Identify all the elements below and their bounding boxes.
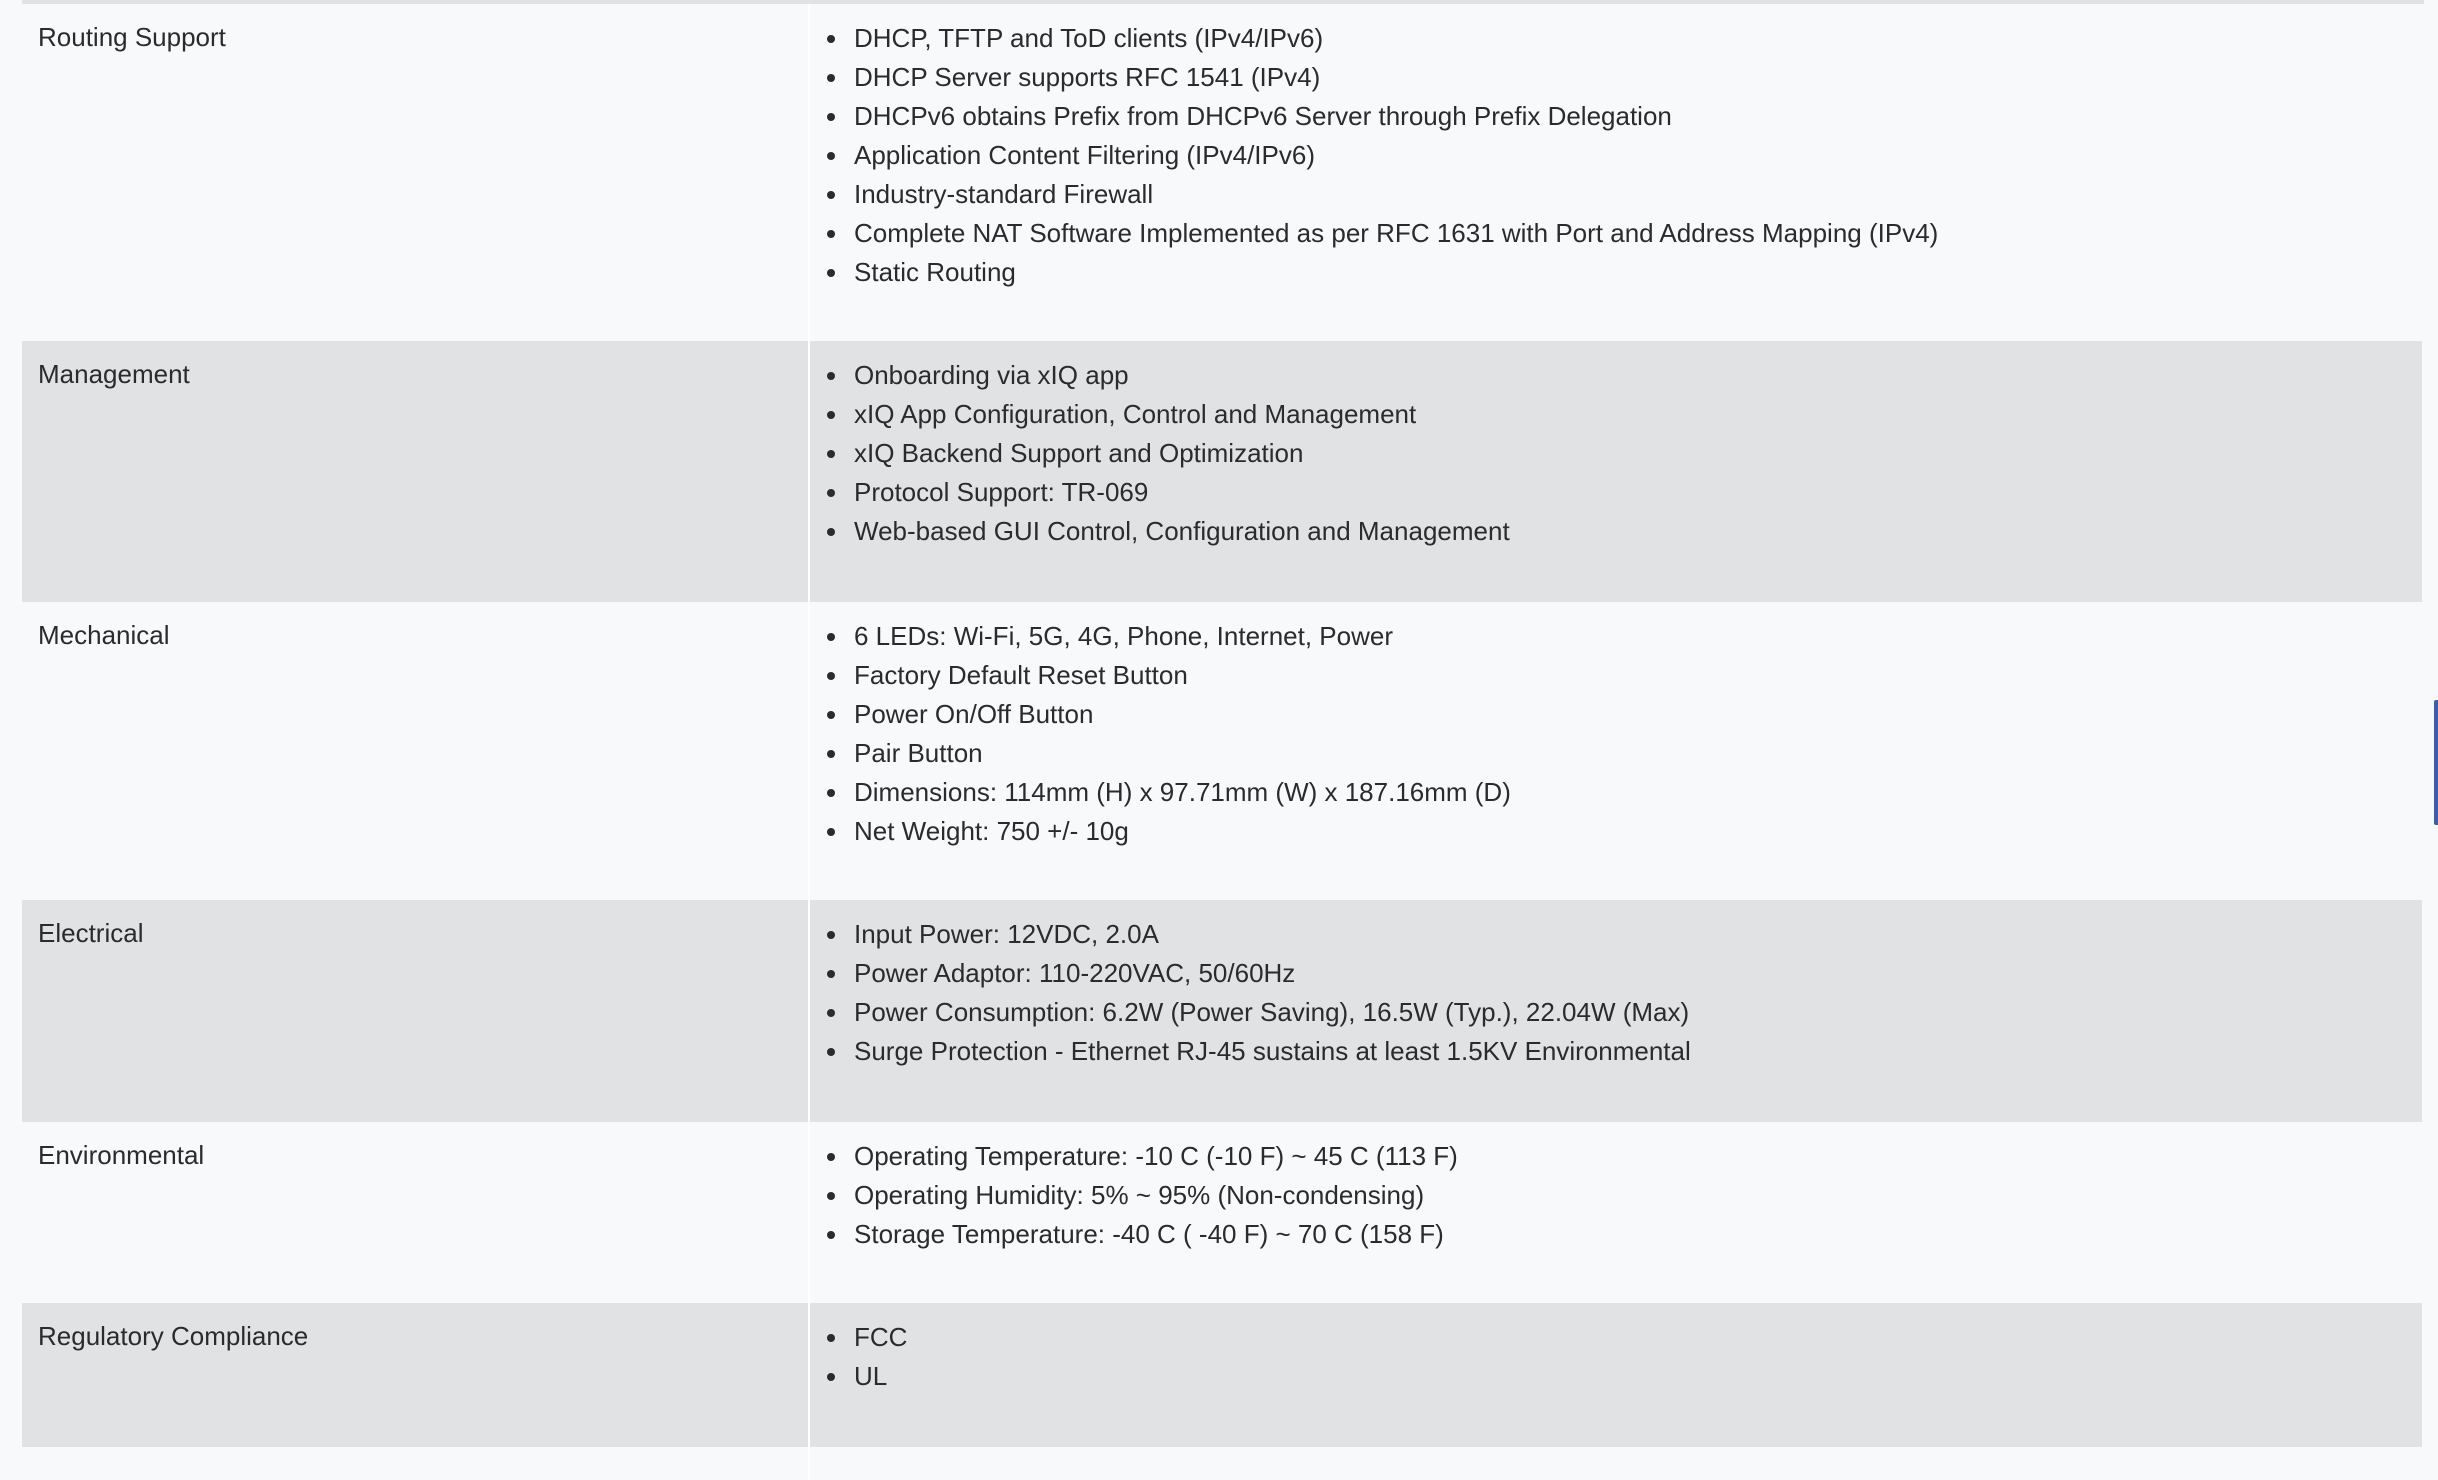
spec-row-environmental: [22, 1122, 2422, 1303]
list-item: • UL: [850, 1357, 2422, 1396]
spec-list: [828, 1137, 2422, 1254]
list-item: • Operating Humidity: 5% ~ 95% (Non-condensing): [850, 1176, 2422, 1215]
list-item: • Protocol Support: TR-069: [850, 473, 2422, 512]
list-item: • Web-based GUI Control, Configuration and Management: [850, 512, 2422, 551]
spec-label: Routing Support: [22, 4, 810, 341]
list-item: • Dimensions: 114mm (H) x 97.71mm (W) x 187.16mm (D): [850, 773, 2422, 812]
list-item: • FCC: [850, 1318, 2422, 1357]
page-scrollbar-thumb[interactable]: [2434, 700, 2438, 825]
list-item: • Onboarding via xIQ app: [850, 356, 2422, 395]
list-item: • DHCP Server supports RFC 1541 (IPv4): [850, 58, 2422, 97]
list-item: • Operating Temperature: -10 C (-10 F) ~ 45 C (113 F): [850, 1137, 2422, 1176]
list-item: • Application Content Filtering (IPv4/IPv6): [850, 136, 2422, 175]
table-trailing-cell: [22, 1447, 810, 1480]
spec-row-management: [22, 341, 2422, 602]
spec-row-regulatory-compliance: [22, 1303, 2422, 1447]
spec-label: Mechanical: [22, 602, 810, 900]
spec-list: [828, 617, 2422, 851]
list-item: • Power On/Off Button: [850, 695, 2422, 734]
spec-label: Electrical: [22, 900, 810, 1122]
list-item: • Complete NAT Software Implemented as per RFC 1631 with Port and Address Mapping (IPv4): [850, 214, 2422, 253]
list-item: • Factory Default Reset Button: [850, 656, 2422, 695]
spec-values: [810, 4, 2422, 341]
spec-list: [828, 356, 2422, 551]
spec-row-electrical: [22, 900, 2422, 1122]
list-item: • Net Weight: 750 +/- 10g: [850, 812, 2422, 851]
list-item: • Static Routing: [850, 253, 2422, 292]
spec-values: [810, 1303, 2422, 1447]
spec-list: [828, 19, 2422, 292]
spec-list: [828, 915, 2422, 1071]
spec-values: [810, 341, 2422, 602]
list-item: • DHCPv6 obtains Prefix from DHCPv6 Server through Prefix Delegation: [850, 97, 2422, 136]
list-item: • DHCP, TFTP and ToD clients (IPv4/IPv6): [850, 19, 2422, 58]
list-item: • xIQ Backend Support and Optimization: [850, 434, 2422, 473]
list-item: • Industry-standard Firewall: [850, 175, 2422, 214]
list-item: • Surge Protection - Ethernet RJ-45 sustains at least 1.5KV Environmental: [850, 1032, 2422, 1071]
list-item: • 6 LEDs: Wi-Fi, 5G, 4G, Phone, Internet, Power: [850, 617, 2422, 656]
list-item: • Input Power: 12VDC, 2.0A: [850, 915, 2422, 954]
spec-row-routing-support: [22, 4, 2422, 341]
spec-label: Regulatory Compliance: [22, 1303, 810, 1447]
list-item: • Pair Button: [850, 734, 2422, 773]
list-item: • Power Adaptor: 110-220VAC, 50/60Hz: [850, 954, 2422, 993]
spec-label: Environmental: [22, 1122, 810, 1303]
specifications-table: [22, 4, 2422, 1447]
spec-values: [810, 1122, 2422, 1303]
spec-list: [828, 1318, 2422, 1396]
list-item: • Storage Temperature: -40 C ( -40 F) ~ 70 C (158 F): [850, 1215, 2422, 1254]
table-trailing-row: [22, 1447, 2422, 1480]
spec-values: [810, 602, 2422, 900]
list-item: • xIQ App Configuration, Control and Management: [850, 395, 2422, 434]
spec-label: Management: [22, 341, 810, 602]
spec-row-mechanical: [22, 602, 2422, 900]
spec-values: [810, 900, 2422, 1122]
list-item: • Power Consumption: 6.2W (Power Saving), 16.5W (Typ.), 22.04W (Max): [850, 993, 2422, 1032]
